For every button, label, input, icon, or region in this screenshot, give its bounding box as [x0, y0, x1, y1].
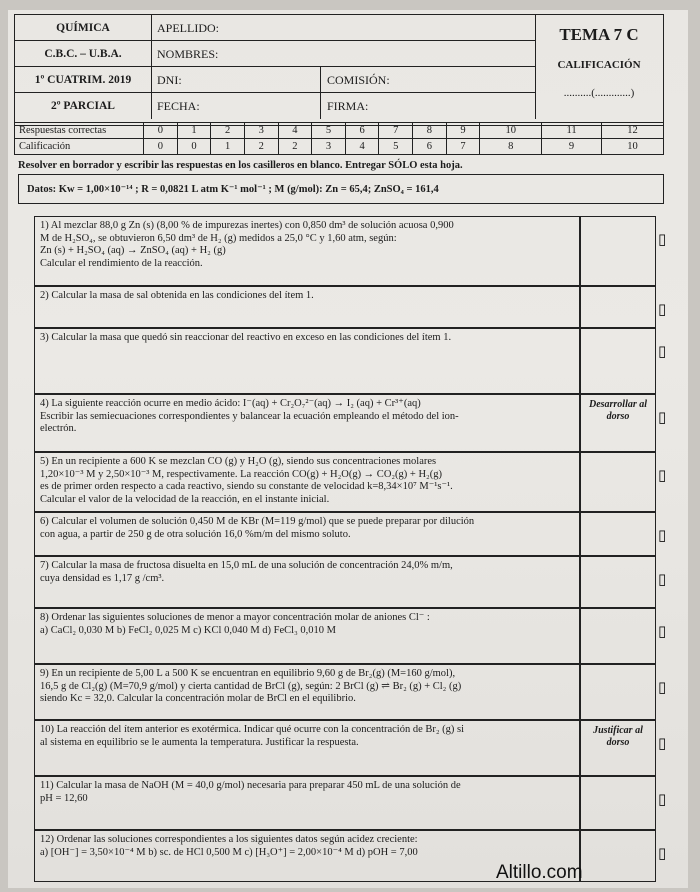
- grade-box: [535, 21, 663, 119]
- question-5: [34, 452, 580, 512]
- score-cell: 4: [278, 123, 312, 139]
- question-line: 3) Calcular la masa que quedó sin reaccionar del reactivo en exceso en las condiciones del ítem 1.: [40, 332, 452, 343]
- firma-field[interactable]: FIRMA:: [327, 99, 369, 113]
- score-row-correct: [15, 123, 664, 139]
- grade-cell: 9: [542, 139, 602, 155]
- grade-cell: 1: [211, 139, 245, 155]
- score-cell: 9: [446, 123, 480, 139]
- grade-cell: 8: [480, 139, 542, 155]
- score-cell: 10: [480, 123, 542, 139]
- score-cell: 3: [244, 123, 278, 139]
- pen-icon: ▯: [658, 232, 667, 248]
- course-name: QUÍMICA: [15, 15, 151, 41]
- instructions: Resolver en borrador y escribir las respuestas en los casilleros en blanco. Entregar SÓLO esta hoja.: [18, 160, 463, 171]
- pen-icon: ▯: [658, 528, 667, 544]
- dni-field[interactable]: DNI:: [151, 67, 321, 93]
- fecha-field[interactable]: FECHA:: [151, 93, 321, 119]
- answer-box-3[interactable]: [580, 328, 656, 394]
- score-cell: 7: [379, 123, 413, 139]
- answer-box-4[interactable]: Desarrollar al dorso: [580, 394, 656, 452]
- course-info: [15, 15, 152, 119]
- pen-icon: ▯: [658, 572, 667, 588]
- question-line: 16,5 g de Cl₂(g) (M=70,9 g/mol) y cierta cantidad de BrCl (g), según: 2 BrCl (g) ⇌ Br₂ (g) + Cl₂ (g): [40, 680, 462, 692]
- question-line: 8) Ordenar las siguientes soluciones de menor a mayor concentración molar de aniones Cl⁻ :: [40, 612, 430, 623]
- question-2: [34, 286, 580, 328]
- score-cell: 12: [601, 123, 663, 139]
- watermark: Altillo.com: [496, 862, 583, 883]
- grade-cell: 6: [413, 139, 447, 155]
- question-line: 6) Calcular el volumen de solución 0,450 M de KBr (M=119 g/mol) que se puede preparar por dilución: [40, 516, 475, 527]
- question-line: 2) Calcular la masa de sal obtenida en las condiciones del ítem 1.: [40, 290, 314, 301]
- question-6: [34, 512, 580, 556]
- score-row-label: Respuestas correctas: [15, 123, 144, 139]
- question-line: al sistema en equilibrio se le aumenta la temperatura. Justificar la respuesta.: [40, 736, 359, 748]
- student-fields: [151, 15, 536, 119]
- pen-icon: ▯: [658, 410, 667, 426]
- score-cell: 11: [542, 123, 602, 139]
- score-row-label: Calificación: [15, 139, 144, 155]
- grade-cell: 0: [177, 139, 211, 155]
- question-line: electrón.: [40, 423, 77, 434]
- grade-cell: 4: [345, 139, 379, 155]
- answer-box-12[interactable]: [580, 830, 656, 882]
- pen-icon: ▯: [658, 846, 667, 862]
- question-9: [34, 664, 580, 720]
- exam-sheet: [8, 10, 688, 888]
- grade-cell: 0: [144, 139, 178, 155]
- answer-box-2[interactable]: [580, 286, 656, 328]
- answer-box-5[interactable]: [580, 452, 656, 512]
- exam-header: [14, 14, 664, 126]
- answer-box-9[interactable]: [580, 664, 656, 720]
- score-cell: 5: [312, 123, 346, 139]
- grade-cell: 2: [278, 139, 312, 155]
- pen-icon: ▯: [658, 624, 667, 640]
- grade-cell: 3: [312, 139, 346, 155]
- pen-icon: ▯: [658, 680, 667, 696]
- question-line: es de primer orden respecto a cada reactivo, siendo su constante de velocidad k=8,34×10⁷ M⁻¹s⁻¹.: [40, 481, 453, 492]
- question-line: pH = 12,60: [40, 792, 88, 804]
- question-8: [34, 608, 580, 664]
- pen-icon: ▯: [658, 468, 667, 484]
- answer-box-11[interactable]: [580, 776, 656, 830]
- question-line: Escribir las semiecuaciones correspondientes y balancear la ecuación empleando el método del ion-: [40, 410, 459, 422]
- score-cell: 2: [211, 123, 245, 139]
- question-11: [34, 776, 580, 830]
- question-4: [34, 394, 580, 452]
- question-line: 1,20×10⁻³ M y 2,50×10⁻³ M, respectivamente. La reacción CO(g) + H₂O(g) → CO₂(g) + H₂(g): [40, 468, 442, 480]
- score-table: [14, 122, 664, 155]
- tema-label: TEMA 7 C: [559, 25, 639, 44]
- answer-box-1[interactable]: [580, 216, 656, 286]
- exam-type: 2º PARCIAL: [51, 100, 115, 112]
- question-line: 7) Calcular la masa de fructosa disuelta en 15,0 mL de una solución de concentración 24,0% m/m,: [40, 560, 453, 571]
- question-line: a) CaCl₂ 0,030 M b) FeCl₂ 0,025 M c) KCl 0,040 M d) FeCl₃ 0,010 M: [40, 624, 336, 636]
- score-cell: 8: [413, 123, 447, 139]
- grade-cell: 7: [446, 139, 480, 155]
- question-line: Calcular el rendimiento de la reacción.: [40, 257, 203, 269]
- data-box: Datos: Kw = 1,00×10⁻¹⁴ ; R = 0,0821 L atm K⁻¹ mol⁻¹ ; M (g/mol): Zn = 65,4; ZnSO₄ = 161,4: [18, 174, 664, 204]
- calificacion-blank[interactable]: ..........(.............): [563, 87, 635, 99]
- question-line: 11) Calcular la masa de NaOH (M = 40,0 g/mol) necesaria para preparar 450 mL de una solución de: [40, 780, 461, 791]
- question-line: Zn (s) + H₂SO₄ (aq) → ZnSO₄ (aq) + H₂ (g): [40, 245, 226, 256]
- score-row-grade: [15, 139, 664, 155]
- score-cell: 1: [177, 123, 211, 139]
- pen-icon: ▯: [658, 344, 667, 360]
- pen-icon: ▯: [658, 792, 667, 808]
- pen-icon: ▯: [658, 736, 667, 752]
- answer-box-10[interactable]: Justificar al dorso: [580, 720, 656, 776]
- term: 1º CUATRIM. 2019: [15, 67, 151, 93]
- apellido-field[interactable]: APELLIDO:: [151, 15, 535, 41]
- grade-cell: 10: [601, 139, 663, 155]
- question-line: 1) Al mezclar 88,0 g Zn (s) (8,00 % de impurezas inertes) con 0,850 dm³ de solución acuosa 0,900: [40, 220, 454, 231]
- question-line: a) [OH⁻] = 3,50×10⁻⁴ M b) sc. de HCl 0,500 M c) [H₃O⁺] = 2,00×10⁻⁴ M d) pOH = 7,00: [40, 846, 418, 858]
- question-line: cuya densidad es 1,17 g /cm³.: [40, 572, 165, 584]
- question-line: 5) En un recipiente a 600 K se mezclan CO (g) y H₂O (g), siendo sus concentraciones molares: [40, 456, 437, 467]
- question-line: 10) La reacción del ítem anterior es exotérmica. Indicar qué ocurre con la concentración de Br₂ (g) si: [40, 724, 465, 735]
- question-line: 4) La siguiente reacción ocurre en medio ácido: I⁻(aq) + Cr₂O₇²⁻(aq) → I₂ (aq) + Cr³⁺(aq): [40, 398, 421, 409]
- university: C.B.C. – U.B.A.: [15, 41, 151, 67]
- answer-box-6[interactable]: [580, 512, 656, 556]
- comision-field[interactable]: COMISIÓN:: [321, 67, 535, 93]
- question-line: siendo Kc = 32,0. Calcular la concentración molar de BrCl en el equilibrio.: [40, 693, 356, 704]
- question-7: [34, 556, 580, 608]
- answer-box-8[interactable]: [580, 608, 656, 664]
- question-line: con agua, a partir de 250 g de otra solución 16,0 %m/m del mismo soluto.: [40, 528, 351, 540]
- grade-cell: 2: [244, 139, 278, 155]
- question-10: [34, 720, 580, 776]
- score-cell: 0: [144, 123, 178, 139]
- question-line: 12) Ordenar las soluciones correspondientes a los siguientes datos según acidez creciente:: [40, 834, 418, 845]
- pen-icon: ▯: [658, 302, 667, 318]
- calificacion-label: CALIFICACIÓN: [557, 59, 641, 71]
- question-3: [34, 328, 580, 394]
- grade-cell: 5: [379, 139, 413, 155]
- question-1: [34, 216, 580, 286]
- question-line: 9) En un recipiente de 5,00 L a 500 K se encuentran en equilibrio 9,60 g de Br₂(g) (M=160 g/mol),: [40, 668, 456, 679]
- nombres-field[interactable]: NOMBRES:: [151, 41, 535, 67]
- question-line: Calcular el valor de la velocidad de la reacción, en el instante inicial.: [40, 493, 330, 505]
- answer-box-7[interactable]: [580, 556, 656, 608]
- score-cell: 6: [345, 123, 379, 139]
- question-line: M de H₂SO₄, se obtuvieron 6,50 dm³ de H₂ (g) medidos a 25,0 °C y 1,60 atm, según:: [40, 232, 397, 244]
